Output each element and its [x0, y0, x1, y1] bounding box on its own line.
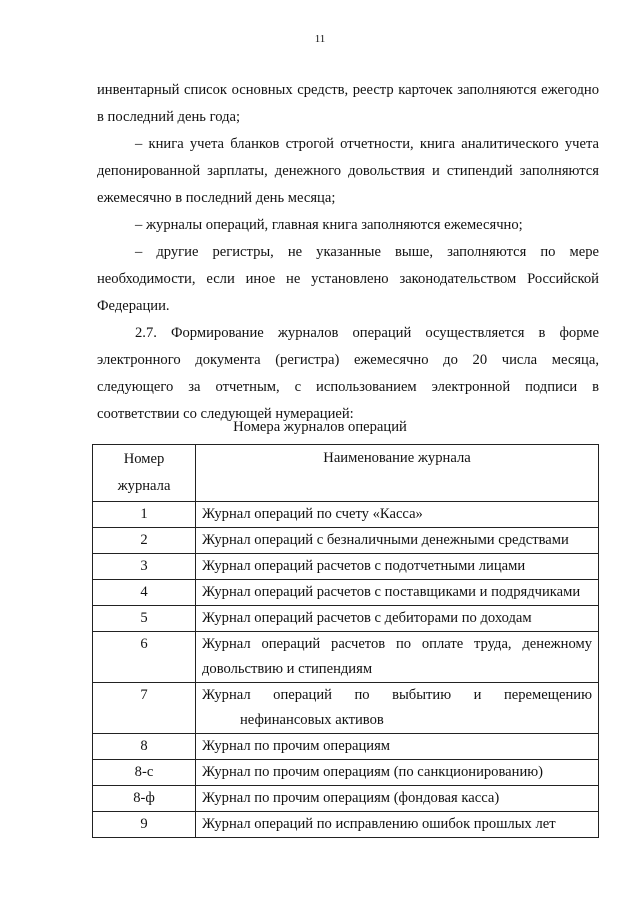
header-journal-number	[93, 445, 196, 502]
table-row	[93, 760, 599, 786]
table-row	[93, 786, 599, 812]
table-row	[93, 812, 599, 838]
paragraph-text: 2.7. Формирование журналов операций осуществляется в форме электронного документа (регистра) ежемесячно до 20 числа месяца, следующего за отчетным, с использованием электронной подписи в соответствии со следующей нумерацией:	[97, 325, 599, 422]
journal-name: Журнал операций расчетов с поставщиками и подрядчиками	[196, 580, 599, 606]
table-header-row	[93, 445, 599, 502]
table-row	[93, 528, 599, 554]
table-row	[93, 502, 599, 528]
journal-name: Журнал операций расчетов по оплате труда, денежному довольствию и стипендиям	[196, 632, 599, 683]
journal-name-line1: Журнал операций по выбытию и перемещению	[202, 687, 592, 703]
journal-name: Журнал по прочим операциям	[196, 734, 599, 760]
journal-number: 4	[93, 580, 196, 606]
journal-number: 5	[93, 606, 196, 632]
page-number: 11	[314, 33, 326, 45]
table-row	[93, 632, 599, 683]
paragraph-text: – журналы операций, главная книга заполняются ежемесячно;	[135, 217, 523, 233]
paragraph-other-registers	[97, 239, 599, 320]
journal-number: 9	[93, 812, 196, 838]
journal-number: 8-с	[93, 760, 196, 786]
table-row	[93, 606, 599, 632]
header-number-line1: Номер	[123, 451, 165, 467]
journal-name: Журнал операций по исправлению ошибок прошлых лет	[196, 812, 599, 838]
journal-name: Журнал по прочим операциям (фондовая касса)	[196, 786, 599, 812]
table-row	[93, 554, 599, 580]
journal-number: 7	[93, 683, 196, 734]
paragraph-strict-forms-book	[97, 131, 599, 212]
journal-name: Журнал операций расчетов с подотчетными лицами	[196, 554, 599, 580]
journals-table	[92, 444, 599, 838]
journal-number: 1	[93, 502, 196, 528]
paragraph-text: – книга учета бланков строгой отчетности, книга аналитического учета депонированной зарплаты, денежного довольствия и стипендий заполняются ежемесячно в последний день месяца;	[97, 136, 599, 206]
table-row	[93, 683, 599, 734]
journal-number: 3	[93, 554, 196, 580]
table-row	[93, 734, 599, 760]
paragraph-section-2-7	[97, 320, 599, 428]
paragraph-text: – другие регистры, не указанные выше, заполняются по мере необходимости, если иное не установлено законодательством Российской Федерации.	[97, 244, 599, 314]
journal-name: Журнал операций расчетов с дебиторами по доходам	[196, 606, 599, 632]
journal-name: Журнал операций по счету «Касса»	[196, 502, 599, 528]
paragraph-journals-monthly	[97, 212, 599, 239]
journal-name: Журнал по прочим операциям (по санкционированию)	[196, 760, 599, 786]
journal-number: 8	[93, 734, 196, 760]
journal-number: 2	[93, 528, 196, 554]
journal-name-line2: нефинансовых активов	[240, 712, 384, 728]
journal-number: 8-ф	[93, 786, 196, 812]
paragraph-text: инвентарный список основных средств, реестр карточек заполняются ежегодно в последний день года;	[97, 82, 599, 125]
table-row	[93, 580, 599, 606]
header-number-line2: журнала	[117, 478, 171, 494]
journal-number: 6	[93, 632, 196, 683]
journal-name: Журнал операций с безналичными денежными средствами	[196, 528, 599, 554]
table-caption: Номера журналов операций	[233, 419, 407, 435]
header-journal-name: Наименование журнала	[196, 445, 599, 502]
paragraph-inventory-list	[97, 77, 599, 131]
journal-name	[196, 683, 599, 734]
